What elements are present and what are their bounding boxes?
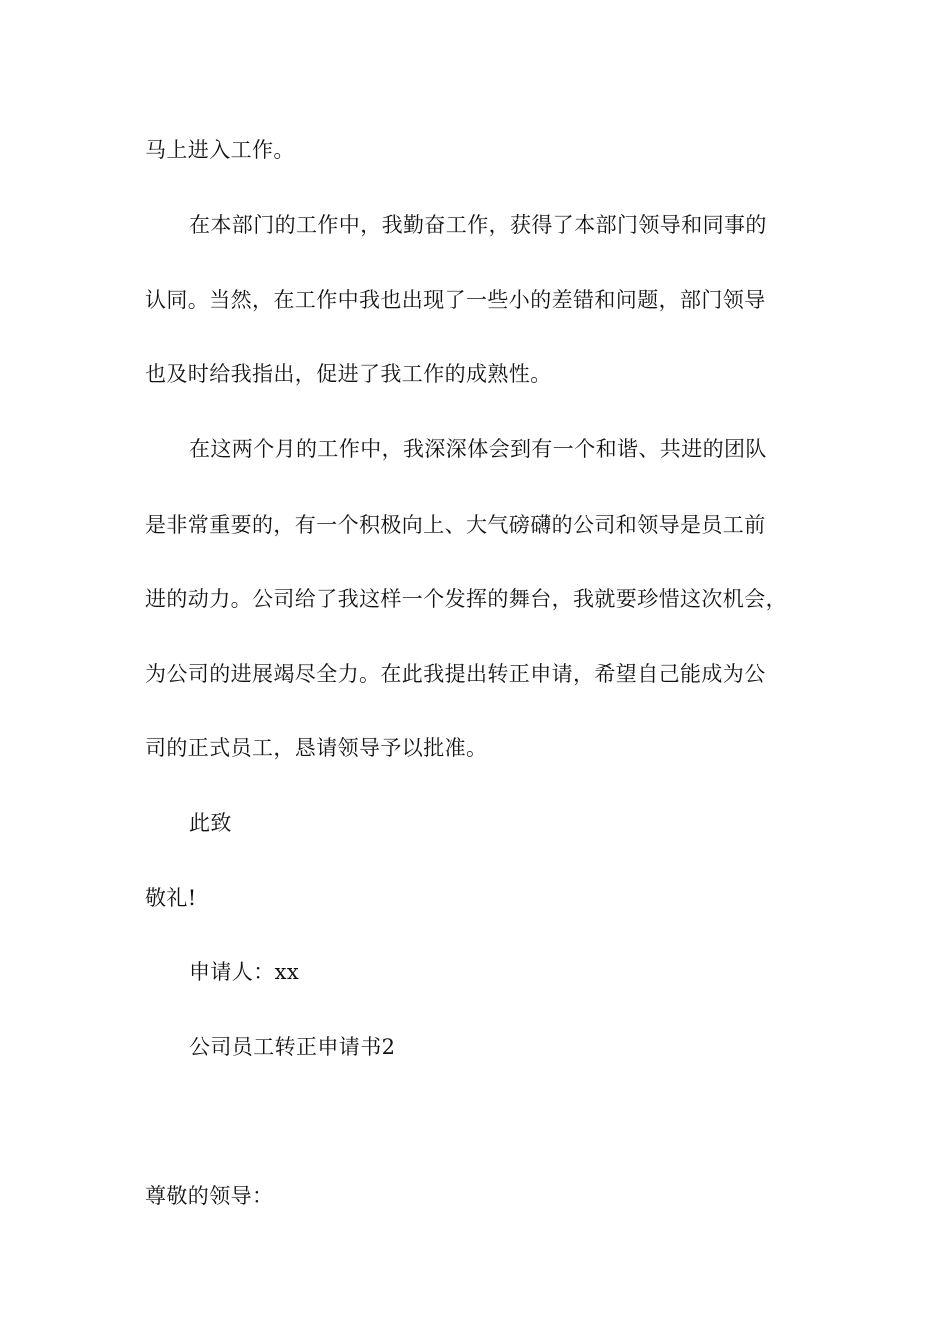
salutation-line: 敬礼!: [145, 886, 197, 910]
paragraph-line: 认同。当然，在工作中我也出现了一些小的差错和问题，部门领导: [145, 288, 766, 312]
paragraph-line: 在这两个月的工作中，我深深体会到有一个和谐、共进的团队: [189, 437, 767, 461]
section-title: 公司员工转正申请书2: [189, 1035, 396, 1059]
paragraph-line: 也及时给我指出，促进了我工作的成熟性。: [145, 362, 552, 386]
greeting-line: 尊敬的领导：: [145, 1184, 274, 1208]
paragraph-line: 在本部门的工作中，我勤奋工作，获得了本部门领导和同事的: [189, 213, 767, 237]
paragraph-line: 司的正式员工，恳请领导予以批准。: [145, 736, 488, 760]
paragraph-line: 进的动力。公司给了我这样一个发挥的舞台，我就要珍惜这次机会，: [145, 587, 787, 611]
applicant-line: 申请人：xx: [189, 960, 300, 984]
paragraph-line: 是非常重要的，有一个积极向上、大气磅礴的公司和领导是员工前: [145, 513, 766, 537]
paragraph-line: 马上进入工作。: [145, 138, 295, 162]
paragraph-line: 为公司的进展竭尽全力。在此我提出转正申请，希望自己能成为公: [145, 662, 766, 686]
closing-line: 此致: [189, 811, 232, 835]
